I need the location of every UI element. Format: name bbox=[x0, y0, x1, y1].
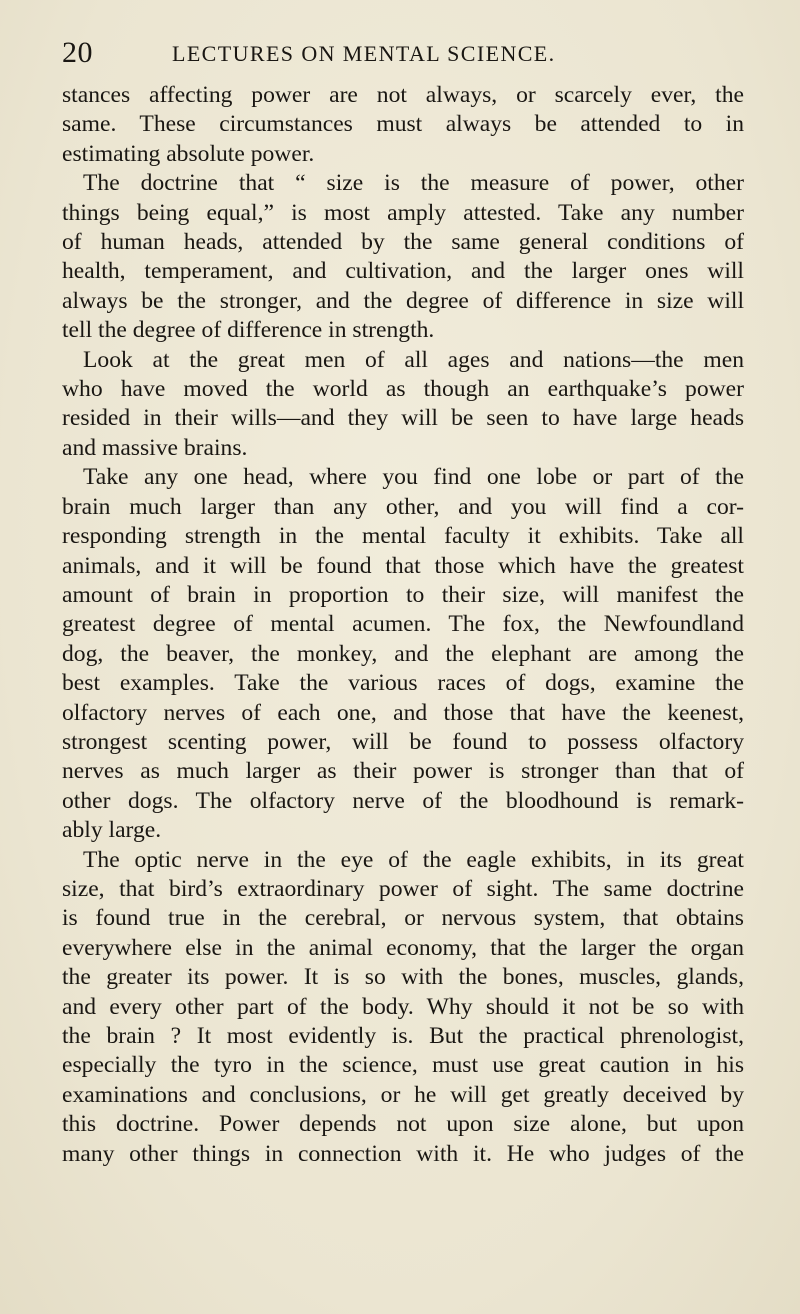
text-line: The optic nerve in the eye of the eagle exhibits, in its great bbox=[83, 846, 744, 873]
text-line: everywhere else in the animal economy, that the larger the organ bbox=[62, 934, 744, 961]
text-line: resided in their wills—and they will be seen to have large heads bbox=[62, 405, 744, 432]
text-line: dog, the beaver, the monkey, and the elephant are among the bbox=[62, 640, 744, 667]
text-line: ably large. bbox=[62, 817, 162, 844]
text-line: the greater its power. It is so with the bones, muscles, glands, bbox=[62, 964, 744, 991]
text-line: tell the degree of difference in strength. bbox=[62, 317, 435, 344]
page-number: 20 bbox=[62, 36, 93, 69]
text-line: many other things in connection with it. He who judges of the bbox=[62, 1140, 744, 1167]
text-line: and massive brains. bbox=[62, 434, 248, 461]
text-line: brain much larger than any other, and you will find a cor- bbox=[62, 493, 744, 520]
text-line: health, temperament, and cultivation, and the larger ones will bbox=[62, 258, 744, 285]
running-head: LECTURES ON MENTAL SCIENCE. bbox=[172, 41, 556, 66]
page-header bbox=[62, 36, 740, 76]
text-line: examinations and conclusions, or he will get greatly deceived by bbox=[62, 1081, 744, 1108]
text-line: Take any one head, where you find one lobe or part of the bbox=[83, 464, 744, 491]
text-line: things being equal,” is most amply attested. Take any number bbox=[62, 199, 744, 226]
text-line: stances affecting power are not always, or scarcely ever, the bbox=[62, 82, 744, 108]
text-line: size, that bird’s extraordinary power of sight. The same doctrine bbox=[62, 875, 744, 902]
text-line: is found true in the cerebral, or nervous system, that obtains bbox=[62, 905, 744, 932]
text-line: greatest degree of mental acumen. The fox, the Newfoundland bbox=[62, 611, 744, 638]
text-line: and every other part of the body. Why should it not be so with bbox=[62, 993, 744, 1020]
text-line: the brain ? It most evidently is. But the practical phrenologist, bbox=[62, 1023, 744, 1049]
text-line: animals, and it will be found that those which have the greatest bbox=[62, 552, 744, 579]
text-line: best examples. Take the various races of dogs, examine the bbox=[62, 670, 744, 697]
text-line: always be the stronger, and the degree of difference in size will bbox=[62, 287, 744, 314]
text-line: olfactory nerves of each one, and those that have the keenest, bbox=[62, 699, 744, 726]
text-line: The doctrine that “ size is the measure of power, other bbox=[83, 170, 744, 197]
text-line: amount of brain in proportion to their size, will manifest the bbox=[62, 581, 744, 608]
text-line: who have moved the world as though an earthquake’s power bbox=[62, 376, 744, 403]
text-line: of human heads, attended by the same general conditions of bbox=[62, 229, 744, 256]
text-line: same. These circumstances must always be attended to in bbox=[62, 111, 744, 138]
text-line: this doctrine. Power depends not upon size alone, but upon bbox=[62, 1111, 744, 1138]
text-line: other dogs. The olfactory nerve of the bloodhound is remark- bbox=[62, 787, 744, 814]
text-line: Look at the great men of all ages and nations—the men bbox=[83, 346, 744, 373]
text-line: nerves as much larger as their power is stronger than that of bbox=[62, 758, 744, 785]
text-line: responding strength in the mental faculty it exhibits. Take all bbox=[62, 523, 744, 550]
text-line: estimating absolute power. bbox=[62, 140, 315, 167]
text-line: strongest scenting power, will be found to possess olfactory bbox=[62, 728, 744, 755]
text-line: especially the tyro in the science, must use great caution in his bbox=[62, 1052, 744, 1079]
body-text bbox=[62, 81, 744, 1169]
